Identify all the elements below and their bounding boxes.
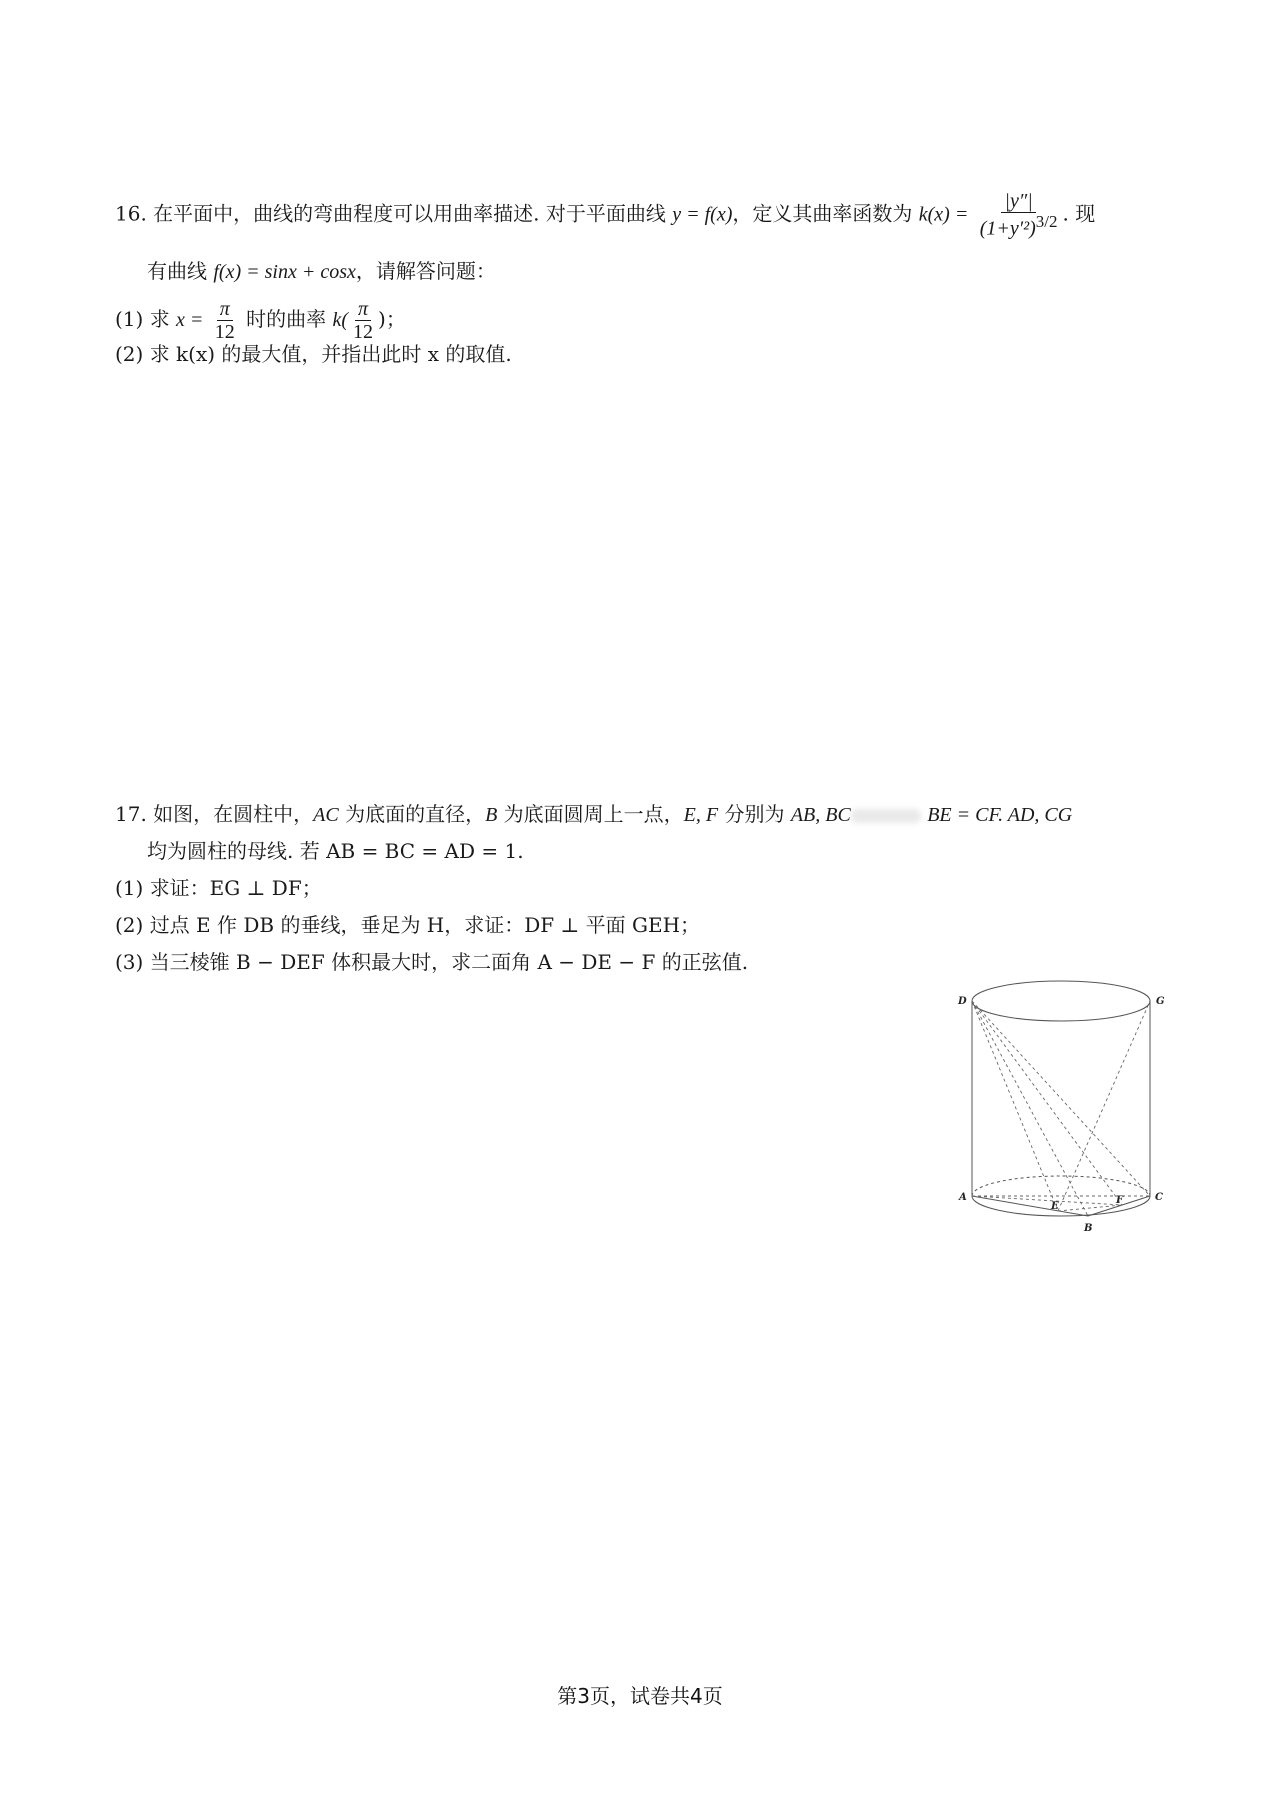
- q16-part1-x: x =: [176, 309, 204, 331]
- q16-frac-numerator: |y″|: [1001, 190, 1035, 213]
- q16-part1-end: )；: [378, 307, 406, 331]
- segment-de: [972, 1001, 1058, 1211]
- segment-eg: [1058, 1001, 1150, 1211]
- q16-part1-twelve: 12: [214, 321, 235, 343]
- q16-frac-den-exponent: 3/2: [1035, 212, 1058, 231]
- q16-part1-fraction-2: [350, 298, 376, 343]
- q16-curve-eq: y = f(x): [672, 203, 733, 226]
- q16-part2: (2) 求 k(x) 的最大值，并指出此时 x 的取值.: [115, 342, 512, 366]
- q17-part3: (3) 当三棱锥 B − DEF 体积最大时，求二面角 A − DE − F 的正弦值.: [115, 950, 749, 974]
- q17-part1: (1) 求证：EG ⊥ DF；: [115, 876, 322, 900]
- q16-fx: f(x) = sinx + cosx: [213, 261, 356, 283]
- segment-af: [972, 1196, 1122, 1205]
- q16-part1-mid: 时的曲率: [239, 307, 333, 331]
- q16-part1-twelve-2: 12: [353, 321, 374, 343]
- q17-line1-h: AB, BC: [790, 804, 851, 826]
- q17-line1: [115, 800, 1072, 829]
- q16-part1-k: k(: [332, 309, 349, 331]
- q17-line1-e: 为底面圆周上一点，: [497, 802, 684, 826]
- q16-intro-2: ，定义其曲率函数为: [732, 201, 919, 226]
- q16-line2-prefix: 有曲线: [147, 259, 214, 283]
- segment-ab: [972, 1196, 1088, 1216]
- label-d: D: [958, 996, 967, 1007]
- page-footer: 第3页，试卷共4页: [557, 1684, 723, 1708]
- q17-number: 17.: [115, 802, 147, 826]
- label-e: E: [1051, 1201, 1059, 1212]
- q16-frac-denominator: [977, 213, 1061, 240]
- q16-intro-1: 在平面中，曲线的弯曲程度可以用曲率描述. 对于平面曲线: [153, 201, 673, 226]
- bottom-ellipse-front: [972, 1196, 1150, 1216]
- redaction-smudge: [851, 809, 921, 823]
- q17-line1-g: 分别为: [718, 802, 791, 826]
- q17-line1-c: 为底面的直径，: [338, 802, 486, 826]
- q17-line2: 均为圆柱的母线. 若 AB = BC = AD = 1.: [147, 839, 524, 863]
- top-ellipse: [972, 981, 1150, 1021]
- q16-part1-pi-2: π: [355, 298, 371, 321]
- q16-line1: [115, 190, 1095, 240]
- label-b: B: [1084, 1223, 1093, 1234]
- label-a: A: [959, 1192, 967, 1203]
- q17-line1-f: E, F: [683, 804, 719, 826]
- q16-frac-den-base: (1+y′²): [979, 217, 1036, 240]
- q16-line2: [147, 257, 496, 286]
- q16-line2-suffix: ，请解答问题：: [355, 259, 496, 283]
- q17-part2: (2) 过点 E 作 DB 的垂线，垂足为 H，求证：DF ⊥ 平面 GEH；: [115, 913, 701, 937]
- q16-intro-3: . 现: [1062, 201, 1096, 226]
- q17-line1-d: B: [485, 804, 498, 826]
- q16-part1-label: (1) 求: [115, 307, 177, 331]
- label-c: C: [1155, 1192, 1163, 1203]
- cylinder-figure: [950, 975, 1190, 1245]
- q16-part1-fraction-1: [212, 298, 238, 343]
- q16-part1-pi: π: [217, 298, 233, 321]
- q16-curvature-fraction: [977, 190, 1061, 240]
- q16-k-func: k(x) =: [918, 203, 969, 226]
- segment-df: [972, 1001, 1122, 1205]
- q16-number: 16.: [115, 201, 147, 226]
- label-g: G: [1156, 996, 1165, 1007]
- q17-line1-a: 如图，在圆柱中，: [153, 802, 314, 826]
- q16-part1: [115, 298, 406, 343]
- bottom-ellipse-back: [972, 1176, 1150, 1196]
- label-f: F: [1116, 1195, 1124, 1206]
- q17-line1-b: AC: [313, 804, 339, 826]
- q17-line1-i: BE = CF. AD, CG: [927, 804, 1073, 826]
